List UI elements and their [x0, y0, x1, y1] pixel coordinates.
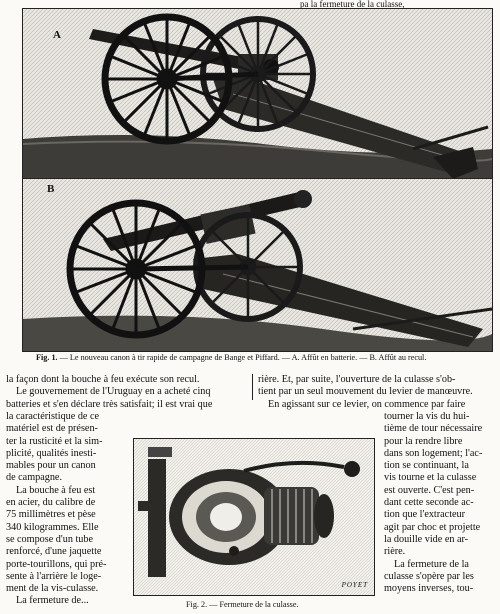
- cannon-b-drawing: [23, 179, 492, 351]
- text-line: matériel est de présen-: [6, 423, 98, 435]
- text-line: mables pour un canon: [6, 460, 96, 472]
- text-line: tient par un seul mouvement du levier de manœuvre.: [258, 386, 473, 398]
- text-line: la douille vide en ar-: [384, 533, 469, 545]
- text-line: 75 millimètres et pèse: [6, 509, 96, 521]
- column-divider: [252, 374, 253, 400]
- text-line: de campagne.: [6, 472, 63, 484]
- text-line: tième de tour nécessaire: [384, 423, 483, 435]
- figure-label-a: A: [53, 29, 61, 41]
- text-line: ment de la vis-culasse.: [6, 583, 99, 595]
- text-line: agit par choc et projette: [384, 521, 481, 533]
- text-line: renforcé, d'une jaquette: [6, 546, 102, 558]
- paragraph-2-line-2: batteries et s'en déclare très satisfait; il est vrai que: [6, 398, 213, 410]
- text-line: rière. Et, par suite, l'ouverture de la culasse s'ob-: [258, 374, 456, 385]
- figure-2-illustration: [133, 438, 375, 596]
- figure-1b-illustration: [22, 178, 493, 352]
- paragraph-2-line-1: Le gouvernement de l'Uruguay en a acheté cinq: [16, 386, 211, 398]
- right-column-narrow: [384, 411, 498, 595]
- left-column-narrow: [6, 411, 130, 608]
- breech-mechanism-drawing: [134, 439, 374, 595]
- figure-2-caption: Fig. 2. — Fermeture de la culasse.: [186, 600, 299, 609]
- text-line: 340 kilogrammes. Elle: [6, 521, 99, 533]
- text-line: sente à l'arrière le loge-: [6, 570, 102, 582]
- text-line: La bouche à feu est: [16, 484, 96, 496]
- text-line: la caractéristique de ce: [6, 411, 100, 422]
- figure-1-caption: [36, 353, 426, 362]
- figure-label-b: B: [47, 183, 55, 195]
- text-line: tion se continuant, la: [384, 460, 469, 472]
- text-line: ter la rusticité et la sim-: [6, 435, 103, 447]
- text-line: se compose d'un tube: [6, 533, 93, 545]
- right-column-top: [258, 374, 498, 411]
- text-line: moyens inverses, tou-: [384, 583, 474, 595]
- left-column-top: [6, 374, 250, 411]
- cannon-a-drawing: [23, 9, 492, 179]
- text-line: dans son logement; l'ac-: [384, 447, 483, 459]
- text-line: tion que l'extracteur: [384, 509, 466, 521]
- text-line: en acier, du calibre de: [6, 497, 96, 509]
- text-line: tourner la vis du hui-: [384, 411, 470, 422]
- artist-signature: POYET: [341, 581, 368, 589]
- text-line: porte-tourillons, qui pré-: [6, 558, 107, 570]
- text-line: est ouverte. C'est pen-: [384, 484, 475, 496]
- text-line: rière.: [384, 546, 406, 558]
- text-line: En agissant sur ce levier, on commence par faire: [268, 398, 466, 410]
- text-line: dant cette seconde ac-: [384, 497, 474, 509]
- text-line: vis tourne et la culasse: [384, 472, 477, 484]
- figure-1-number: Fig. 1.: [36, 353, 58, 362]
- page-top-fragment: pa la fermeture de la culasse,: [300, 0, 405, 8]
- figure-1-caption-text: — Le nouveau canon à tir rapide de campagne de Bange et Piffard. — A. Affût en batterie. — B. Affût au recul.: [59, 353, 427, 362]
- text-line: La fermeture de la: [394, 558, 469, 570]
- text-line: culasse s'opère par les: [384, 570, 474, 582]
- figure-1a-illustration: [22, 8, 493, 180]
- paragraph-1: la façon dont la bouche à feu exécute son recul.: [6, 374, 200, 385]
- text-line: pour la rendre libre: [384, 435, 463, 447]
- text-line: La fermeture de...: [16, 595, 89, 607]
- text-line: plicité, qualités inesti-: [6, 447, 97, 459]
